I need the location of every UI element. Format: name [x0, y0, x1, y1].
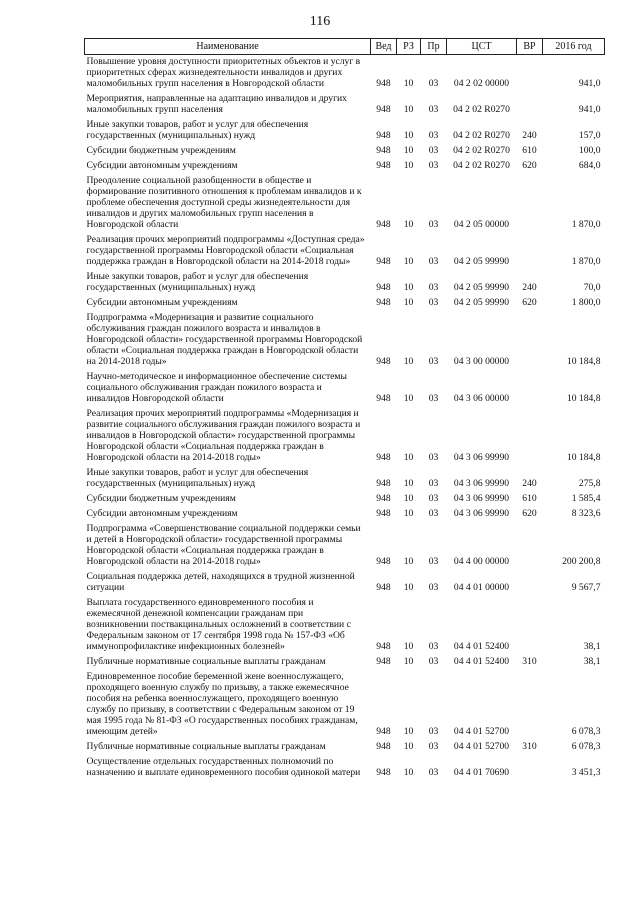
row-ved: 948 — [376, 726, 391, 737]
row-sum: 941,0 — [578, 104, 601, 115]
row-name: Подпрограмма «Совершенствование социальной поддержки семьи и детей в Новгородской области» государственной программы Новгородской области «Социальная поддержка граждан в Новгородской области на 2014-2018 годы» — [86, 523, 361, 567]
row-rz: 10 — [403, 582, 414, 593]
row-pr: 03 — [428, 478, 439, 489]
row-cst: 04 3 06 99990 — [453, 493, 510, 504]
row-cst: 04 2 05 99990 — [453, 282, 510, 293]
table-row — [85, 522, 605, 570]
row-cst: 04 4 01 52700 — [453, 741, 510, 752]
row-rz: 10 — [403, 452, 414, 463]
row-sum: 70,0 — [583, 282, 601, 293]
row-pr: 03 — [428, 582, 439, 593]
row-vr: 240 — [522, 130, 537, 141]
table-row — [85, 466, 605, 492]
row-cst: 04 4 00 00000 — [453, 556, 510, 567]
row-cst: 04 4 01 52700 — [453, 726, 510, 737]
row-rz: 10 — [403, 741, 414, 752]
row-name: Преодоление социальной разобщенности в обществе и формирование позитивного отношения к проблемам инвалидов и к проблеме обеспечения доступной среды жизнедеятельности для инвалидов и других маломобильных групп населения в Новгородской области — [86, 175, 362, 230]
row-rz: 10 — [403, 282, 414, 293]
row-vr — [517, 311, 543, 370]
row-ved: 948 — [376, 641, 391, 652]
table-row — [85, 311, 605, 370]
row-vr — [517, 174, 543, 233]
row-rz: 10 — [403, 493, 414, 504]
table-row — [85, 270, 605, 296]
header-cst: ЦСТ — [447, 39, 517, 55]
row-cst: 04 4 01 52400 — [453, 641, 510, 652]
row-cst: 04 4 01 52400 — [453, 656, 510, 667]
row-pr: 03 — [428, 256, 439, 267]
row-sum: 275,8 — [578, 478, 601, 489]
row-name: Реализация прочих мероприятий подпрограммы «Модернизация и развитие социального обслуживания граждан пожилого возраста и инвалидов в Новгородской области» государственной программы Новгородской области «Социальная поддержка граждан в Новгородской области на 2014-2018 годы» — [86, 408, 361, 463]
row-vr — [517, 407, 543, 466]
row-name: Субсидии бюджетным учреждениям — [86, 145, 236, 156]
row-vr — [517, 596, 543, 655]
row-cst: 04 2 02 R0270 — [453, 145, 510, 156]
table-row — [85, 596, 605, 655]
row-pr: 03 — [428, 78, 439, 89]
header-year: 2016 год — [543, 39, 605, 55]
row-ved: 948 — [376, 767, 391, 778]
row-rz: 10 — [403, 145, 414, 156]
row-rz: 10 — [403, 641, 414, 652]
row-rz: 10 — [403, 556, 414, 567]
row-pr: 03 — [428, 282, 439, 293]
row-cst: 04 2 05 00000 — [453, 219, 510, 230]
row-vr — [517, 370, 543, 407]
row-pr: 03 — [428, 656, 439, 667]
row-sum: 10 184,8 — [566, 356, 601, 367]
row-name: Повышение уровня доступности приоритетных объектов и услуг в приоритетных сферах жизнедеятельности инвалидов и других маломобильных групп населения в Новгородской области — [86, 56, 361, 89]
row-vr: 310 — [522, 741, 537, 752]
row-cst: 04 4 01 70690 — [453, 767, 510, 778]
row-pr: 03 — [428, 726, 439, 737]
row-vr: 620 — [522, 508, 537, 519]
row-vr: 610 — [522, 493, 537, 504]
row-name: Единовременное пособие беременной жене военнослужащего, проходящего военную службу по призыву, а также ежемесячное пособия на ребенка военнослужащего, проходящего военную службу по призыву, в соответствии с Федеральным законом от 19 мая 1995 года № 81-ФЗ «О государственных пособиях гражданам, имеющим детей» — [86, 671, 358, 737]
table-body — [85, 55, 605, 782]
row-sum: 1 870,0 — [571, 219, 601, 230]
row-sum: 38,1 — [583, 641, 601, 652]
row-sum: 38,1 — [583, 656, 601, 667]
row-ved: 948 — [376, 556, 391, 567]
row-cst: 04 2 05 99990 — [453, 256, 510, 267]
row-name: Иные закупки товаров, работ и услуг для обеспечения государственных (муниципальных) нужд — [86, 119, 309, 141]
row-rz: 10 — [403, 219, 414, 230]
row-rz: 10 — [403, 656, 414, 667]
row-rz: 10 — [403, 256, 414, 267]
row-name: Субсидии бюджетным учреждениям — [86, 493, 236, 504]
table-row — [85, 92, 605, 118]
row-name: Научно-методическое и информационное обеспечение системы социального обслуживания граждан пожилого возраста и инвалидов Новгородской области — [86, 371, 347, 404]
budget-table — [84, 38, 605, 781]
row-sum: 684,0 — [578, 160, 601, 171]
row-rz: 10 — [403, 767, 414, 778]
row-ved: 948 — [376, 256, 391, 267]
row-pr: 03 — [428, 145, 439, 156]
row-ved: 948 — [376, 356, 391, 367]
row-sum: 10 184,8 — [566, 393, 601, 404]
row-ved: 948 — [376, 508, 391, 519]
table-row — [85, 655, 605, 670]
row-sum: 1 800,0 — [571, 297, 601, 308]
header-vr: ВР — [517, 39, 543, 55]
row-rz: 10 — [403, 104, 414, 115]
row-pr: 03 — [428, 297, 439, 308]
row-rz: 10 — [403, 726, 414, 737]
row-vr: 240 — [522, 282, 537, 293]
row-sum: 8 323,6 — [571, 508, 601, 519]
row-name: Субсидии автономным учреждениям — [86, 508, 238, 519]
row-rz: 10 — [403, 160, 414, 171]
row-ved: 948 — [376, 145, 391, 156]
row-ved: 948 — [376, 219, 391, 230]
table-header — [85, 39, 605, 55]
row-rz: 10 — [403, 78, 414, 89]
row-ved: 948 — [376, 393, 391, 404]
row-pr: 03 — [428, 741, 439, 752]
table-row — [85, 492, 605, 507]
row-vr: 310 — [522, 656, 537, 667]
row-sum: 9 567,7 — [571, 582, 601, 593]
header-rz: РЗ — [397, 39, 421, 55]
row-vr — [517, 522, 543, 570]
row-sum: 1 585,4 — [571, 493, 601, 504]
row-cst: 04 3 00 00000 — [453, 356, 510, 367]
row-sum: 200 200,8 — [562, 556, 601, 567]
table-row — [85, 144, 605, 159]
table-row — [85, 407, 605, 466]
row-vr: 620 — [522, 160, 537, 171]
row-name: Иные закупки товаров, работ и услуг для обеспечения государственных (муниципальных) нужд — [86, 271, 309, 293]
row-cst: 04 3 06 99990 — [453, 478, 510, 489]
row-sum: 3 451,3 — [571, 767, 601, 778]
row-ved: 948 — [376, 452, 391, 463]
table-row — [85, 296, 605, 311]
table-row — [85, 233, 605, 270]
row-pr: 03 — [428, 393, 439, 404]
table-row — [85, 740, 605, 755]
row-vr: 610 — [522, 145, 537, 156]
row-cst: 04 2 02 R0270 — [453, 104, 510, 115]
row-name: Реализация прочих мероприятий подпрограммы «Доступная среда» государственной программы Новгородской области «Социальная поддержка граждан в Новгородской области на 2014-2018 годы» — [86, 234, 365, 267]
row-name: Субсидии автономным учреждениям — [86, 297, 238, 308]
row-rz: 10 — [403, 356, 414, 367]
row-pr: 03 — [428, 556, 439, 567]
row-ved: 948 — [376, 582, 391, 593]
row-cst: 04 3 06 99990 — [453, 508, 510, 519]
row-vr: 620 — [522, 297, 537, 308]
row-ved: 948 — [376, 160, 391, 171]
row-ved: 948 — [376, 130, 391, 141]
table-row — [85, 570, 605, 596]
row-name: Публичные нормативные социальные выплаты гражданам — [86, 741, 326, 752]
row-cst: 04 3 06 99990 — [453, 452, 510, 463]
row-cst: 04 2 05 99990 — [453, 297, 510, 308]
row-cst: 04 2 02 00000 — [453, 78, 510, 89]
row-pr: 03 — [428, 219, 439, 230]
row-name: Публичные нормативные социальные выплаты гражданам — [86, 656, 326, 667]
row-cst: 04 2 02 R0270 — [453, 160, 510, 171]
row-pr: 03 — [428, 493, 439, 504]
row-pr: 03 — [428, 508, 439, 519]
row-ved: 948 — [376, 297, 391, 308]
row-sum: 1 870,0 — [571, 256, 601, 267]
table-row — [85, 118, 605, 144]
table-row — [85, 55, 605, 93]
table-row — [85, 159, 605, 174]
row-pr: 03 — [428, 104, 439, 115]
row-sum: 6 078,3 — [571, 741, 601, 752]
row-cst: 04 4 01 00000 — [453, 582, 510, 593]
row-vr — [517, 670, 543, 740]
table-row — [85, 670, 605, 740]
row-ved: 948 — [376, 478, 391, 489]
row-vr — [517, 755, 543, 781]
row-rz: 10 — [403, 393, 414, 404]
row-ved: 948 — [376, 282, 391, 293]
row-name: Субсидии автономным учреждениям — [86, 160, 238, 171]
table-row — [85, 507, 605, 522]
row-sum: 941,0 — [578, 78, 601, 89]
row-ved: 948 — [376, 493, 391, 504]
row-name: Выплата государственного единовременного пособия и ежемесячной денежной компенсации гражданам при возникновении поствакцинальных осложнений в соответствии с Федеральным законом от 17 сентября 1998 года № 157-ФЗ «Об иммунопрофилактике инфекционных болезней» — [86, 597, 351, 652]
row-ved: 948 — [376, 78, 391, 89]
row-sum: 157,0 — [578, 130, 601, 141]
row-sum: 10 184,8 — [566, 452, 601, 463]
row-vr — [517, 92, 543, 118]
row-sum: 100,0 — [578, 145, 601, 156]
row-name: Социальная поддержка детей, находящихся в трудной жизненной ситуации — [86, 571, 355, 593]
row-vr — [517, 55, 543, 93]
row-pr: 03 — [428, 767, 439, 778]
table-row — [85, 174, 605, 233]
row-rz: 10 — [403, 508, 414, 519]
row-pr: 03 — [428, 356, 439, 367]
header-pr: Пр — [421, 39, 447, 55]
row-vr: 240 — [522, 478, 537, 489]
row-pr: 03 — [428, 130, 439, 141]
row-name: Осуществление отдельных государственных полномочий по назначению и выплате единовременного пособия одинокой матери — [86, 756, 361, 778]
header-name: Наименование — [85, 39, 371, 55]
row-vr — [517, 570, 543, 596]
page-number: 116 — [309, 14, 331, 29]
row-name: Иные закупки товаров, работ и услуг для обеспечения государственных (муниципальных) нужд — [86, 467, 309, 489]
row-pr: 03 — [428, 452, 439, 463]
row-rz: 10 — [403, 130, 414, 141]
row-rz: 10 — [403, 478, 414, 489]
row-sum: 6 078,3 — [571, 726, 601, 737]
row-name: Подпрограмма «Модернизация и развитие социального обслуживания граждан пожилого возраста и инвалидов в Новгородской области» государственной программы Новгородской области «Социальная поддержка граждан в Новгородской области на 2014-2018 годы» — [86, 312, 363, 367]
row-name: Мероприятия, направленные на адаптацию инвалидов и других маломобильных групп населения — [86, 93, 347, 115]
row-pr: 03 — [428, 641, 439, 652]
table-row — [85, 370, 605, 407]
row-cst: 04 2 02 R0270 — [453, 130, 510, 141]
row-ved: 948 — [376, 104, 391, 115]
row-vr — [517, 233, 543, 270]
row-cst: 04 3 06 00000 — [453, 393, 510, 404]
header-ved: Вед — [371, 39, 397, 55]
row-ved: 948 — [376, 656, 391, 667]
row-pr: 03 — [428, 160, 439, 171]
table-row — [85, 755, 605, 781]
row-ved: 948 — [376, 741, 391, 752]
row-rz: 10 — [403, 297, 414, 308]
